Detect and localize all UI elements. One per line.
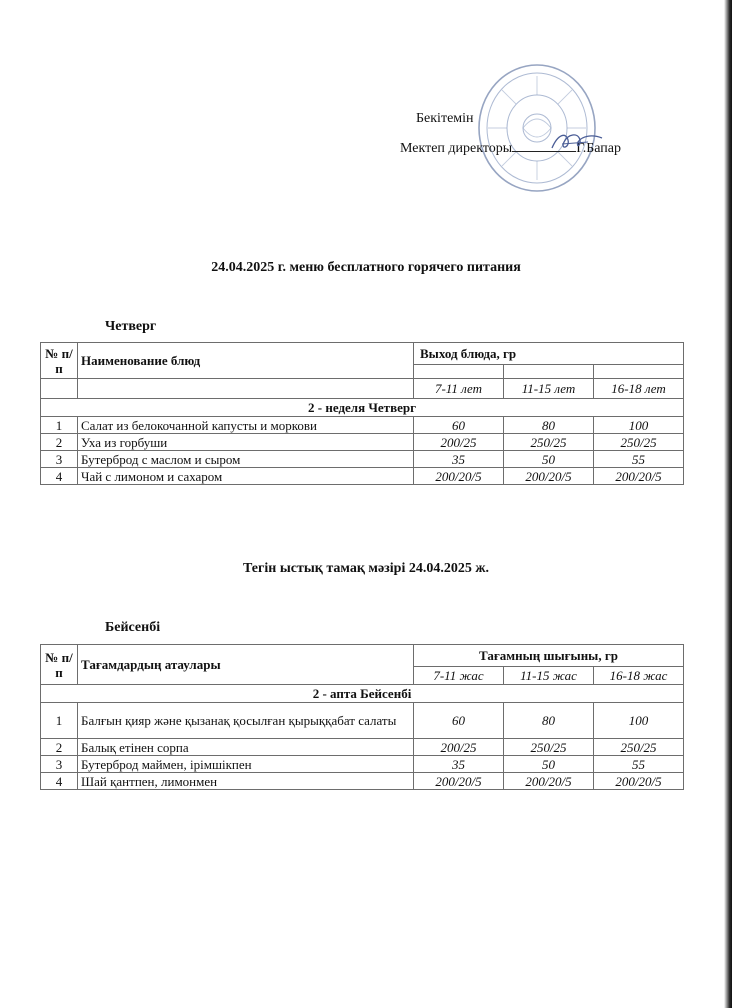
portion-11-15: 200/20/5 [504, 773, 594, 790]
dish-name: Салат из белокочанной капусты и моркови [78, 417, 414, 434]
dish-name: Уха из горбуши [78, 434, 414, 451]
portion-16-18: 100 [594, 703, 684, 739]
row-number: 4 [41, 468, 78, 485]
week-section-header: 2 - апта Бейсенбі [41, 685, 684, 703]
empty-cell [78, 379, 414, 399]
portion-11-15: 50 [504, 451, 594, 468]
portion-7-11: 35 [414, 756, 504, 773]
portion-16-18: 100 [594, 417, 684, 434]
row-number: 3 [41, 451, 78, 468]
age-group-header: 7-11 лет [414, 379, 504, 399]
table-row [41, 756, 684, 773]
portion-7-11: 200/25 [414, 739, 504, 756]
table-row [41, 434, 684, 451]
portion-16-18: 250/25 [594, 434, 684, 451]
row-number: 1 [41, 703, 78, 739]
row-number: 2 [41, 739, 78, 756]
header-empty-cell [414, 365, 504, 379]
age-group-header: 11-15 жас [504, 667, 594, 685]
dish-name: Бутерброд с маслом и сыром [78, 451, 414, 468]
kazakh-menu-title: Тегін ыстық тамақ мәзірі 24.04.2025 ж. [243, 561, 489, 576]
row-number: 2 [41, 434, 78, 451]
table-row [41, 739, 684, 756]
portion-16-18: 200/20/5 [594, 468, 684, 485]
row-number: 4 [41, 773, 78, 790]
portion-11-15: 250/25 [504, 434, 594, 451]
portion-7-11: 35 [414, 451, 504, 468]
portion-11-15: 200/20/5 [504, 468, 594, 485]
row-number: 3 [41, 756, 78, 773]
header-empty-cell [504, 365, 594, 379]
portion-7-11: 200/25 [414, 434, 504, 451]
director-label: Мектеп директоры [400, 141, 513, 156]
portion-11-15: 50 [504, 756, 594, 773]
header-dish-name: Тағамдардың атаулары [78, 645, 414, 685]
dish-name: Балғын қияр және қызанақ қосылған қырыққабат салаты [78, 703, 414, 739]
header-num: № п/п [41, 645, 78, 685]
russian-menu-title: 24.04.2025 г. меню бесплатного горячего питания [211, 260, 521, 275]
russian-day-label: Четверг [105, 319, 157, 334]
dish-name: Чай с лимоном и сахаром [78, 468, 414, 485]
row-number: 1 [41, 417, 78, 434]
portion-7-11: 60 [414, 703, 504, 739]
russian-menu-table [40, 342, 684, 485]
table-row [41, 417, 684, 434]
dish-name: Шай қантпен, лимонмен [78, 773, 414, 790]
dish-name: Бутерброд маймен, ірімшікпен [78, 756, 414, 773]
header-yield: Выход блюда, гр [414, 343, 684, 365]
portion-7-11: 60 [414, 417, 504, 434]
portion-16-18: 55 [594, 756, 684, 773]
portion-7-11: 200/20/5 [414, 468, 504, 485]
table-row [41, 451, 684, 468]
empty-cell [41, 379, 78, 399]
age-group-header: 16-18 лет [594, 379, 684, 399]
director-name: Г.Бапар [576, 141, 622, 156]
portion-16-18: 55 [594, 451, 684, 468]
header-dish-name: Наименование блюд [78, 343, 414, 379]
header-empty-cell [594, 365, 684, 379]
age-group-header: 11-15 лет [504, 379, 594, 399]
scan-edge [724, 0, 732, 1008]
portion-11-15: 80 [504, 703, 594, 739]
age-group-header: 16-18 жас [594, 667, 684, 685]
header-yield: Тағамның шығыны, гр [414, 645, 684, 667]
table-row [41, 773, 684, 790]
table-row [41, 468, 684, 485]
age-group-header: 7-11 жас [414, 667, 504, 685]
table-row [41, 703, 684, 739]
portion-11-15: 250/25 [504, 739, 594, 756]
dish-name: Балық етінен сорпа [78, 739, 414, 756]
portion-7-11: 200/20/5 [414, 773, 504, 790]
approval-title: Бекітемін [416, 111, 474, 126]
handwritten-signature [548, 128, 606, 154]
week-section-header: 2 - неделя Четверг [41, 399, 684, 417]
kazakh-day-label: Бейсенбі [105, 620, 161, 635]
portion-16-18: 250/25 [594, 739, 684, 756]
portion-11-15: 80 [504, 417, 594, 434]
header-num: № п/п [41, 343, 78, 379]
portion-16-18: 200/20/5 [594, 773, 684, 790]
kazakh-menu-table [40, 644, 684, 790]
